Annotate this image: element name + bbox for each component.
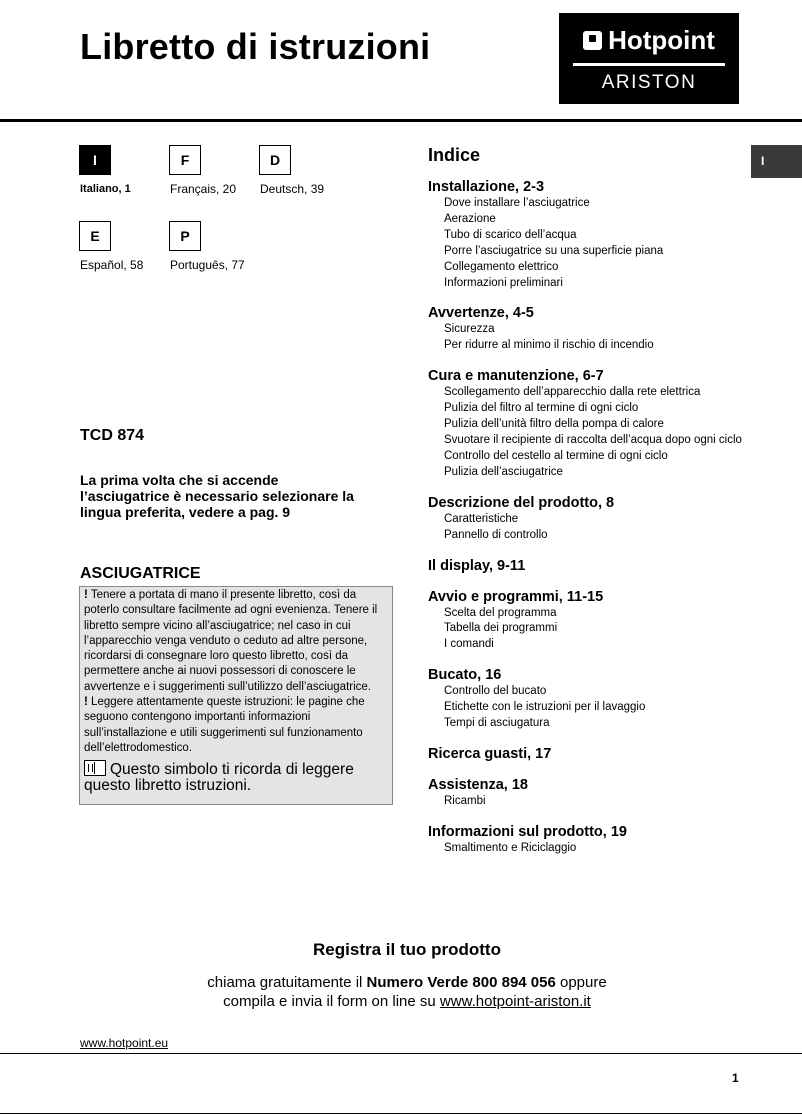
brand-mark-icon (583, 31, 602, 50)
table-of-contents (428, 179, 758, 871)
index-item: Sicurezza (444, 323, 495, 336)
toll-free-number: Numero Verde 800 894 056 (366, 974, 556, 991)
index-item: Svuotare il recipiente di raccolta dell’acqua dopo ogni ciclo (444, 433, 742, 446)
index-section (428, 777, 758, 810)
index-item: Smaltimento e Riciclaggio (444, 841, 577, 854)
index-section-title: Installazione, 2-3 (428, 179, 545, 195)
index-section (428, 667, 758, 732)
index-section-title: Ricerca guasti, 17 (428, 745, 552, 762)
index-title: Indice (428, 145, 481, 165)
index-item: Per ridurre al minimo il rischio di incendio (444, 339, 654, 352)
index-item: Pannello di controllo (444, 528, 548, 541)
lang-box-deutsch[interactable]: D (259, 145, 291, 175)
lang-box-francais[interactable]: F (169, 145, 201, 175)
lang-box-portugues[interactable]: P (169, 221, 201, 251)
index-section (428, 368, 758, 480)
index-section (428, 746, 758, 763)
book-icon (84, 760, 106, 776)
index-item: Collegamento elettrico (444, 260, 559, 273)
product-type: ASCIUGATRICE (80, 565, 201, 582)
logo-brand: Hotpoint (608, 25, 715, 55)
index-item: Scelta del programma (444, 606, 557, 619)
lang-box-italiano[interactable]: I (79, 145, 111, 175)
footer-rule (0, 1053, 802, 1054)
notice-paragraph-3: Leggere attentamente queste istruzioni: le pagine che seguono contengono importanti informazioni sull’installazione e utili suggerimenti sul funzionamento dell’elettrodomestico. (84, 696, 365, 754)
index-item: I comandi (444, 638, 494, 651)
index-item: Porre l’asciugatrice su una superficie piana (444, 244, 664, 257)
exclamation-icon: ! (84, 589, 88, 601)
exclamation-icon: ! (84, 696, 88, 709)
index-item: Pulizia dell’unità filtro della pompa di calore (444, 418, 664, 431)
register-line-1: chiama gratuitamente il Numero Verde 800 894 056 oppure (207, 974, 607, 991)
index-section (428, 495, 758, 544)
register-link[interactable]: www.hotpoint-ariston.it (439, 993, 591, 1010)
hotpoint-ariston-logo (559, 13, 739, 104)
index-item: Caratteristiche (444, 512, 519, 525)
index-section-title: Descrizione del prodotto, 8 (428, 494, 615, 511)
index-section (428, 589, 758, 654)
page-bottom-rule (0, 1113, 802, 1114)
logo-divider (573, 63, 725, 66)
index-item: Dove installare l’asciugatrice (444, 197, 590, 209)
index-item: Tempi di asciugatura (444, 717, 550, 730)
page-number: 1 (732, 1071, 739, 1085)
index-section-title: Cura e manutenzione, 6-7 (428, 368, 604, 385)
lang-box-espanol[interactable]: E (79, 221, 111, 251)
index-section-title: Informazioni sul prodotto, 19 (428, 823, 627, 840)
index-section-title: Assistenza, 18 (428, 776, 528, 793)
lang-label-espanol: Español, 58 (80, 258, 144, 272)
header-rule (0, 119, 802, 122)
lang-label-deutsch: Deutsch, 39 (260, 182, 325, 196)
notice-symbol-text: Questo simbolo ti ricorda di leggere questo libretto istruzioni. (84, 761, 354, 794)
notice-paragraph-2: ricordarsi di consegnare loro questo libretto, così da permettere anche ai nuovi possessori di conoscere le avvertenze e i suggerimenti sull’utilizzo dell’asciugatrice. (84, 650, 371, 693)
index-item: Pulizia del filtro al termine di ogni ciclo (444, 402, 639, 415)
index-section (428, 179, 758, 291)
index-section-title: Avvertenze, 4-5 (428, 305, 534, 322)
index-item: Aerazione (444, 212, 496, 225)
index-section (428, 305, 758, 354)
register-title: Registra il tuo prodotto (313, 940, 501, 959)
language-side-tab: I (751, 145, 802, 178)
footer-site-link[interactable]: www.hotpoint.eu (80, 1036, 169, 1050)
model-number: TCD 874 (80, 427, 145, 444)
lang-label-francais: Français, 20 (170, 182, 237, 196)
document-title: Libretto di istruzioni (80, 26, 431, 67)
index-section-title: Avvio e programmi, 11-15 (428, 588, 604, 605)
index-item: Pulizia dell’asciugatrice (444, 465, 563, 478)
index-item: Etichette con le istruzioni per il lavaggio (444, 701, 646, 714)
index-item: Controllo del cestello al termine di ogni ciclo (444, 449, 668, 462)
index-section-title: Bucato, 16 (428, 667, 502, 684)
index-item: Controllo del bucato (444, 685, 547, 698)
index-item: Ricambi (444, 794, 486, 807)
lang-label-portugues: Português, 77 (170, 258, 245, 272)
notice-paragraph-1: Tenere a portata di mano il presente libretto, così da poterlo consultare facilmente ad ogni evenienza. Tenere il libretto sempre vicino all’asciugatrice; nel caso in cui l’apparecchio venga venduto o ceduto ad altre persone, (84, 589, 378, 647)
register-line-2: compila e invia il form on line su www.hotpoint-ariston.it (223, 993, 591, 1010)
index-item: Informazioni preliminari (444, 276, 563, 289)
index-section (428, 824, 758, 857)
index-item: Tabella dei programmi (444, 622, 558, 635)
lang-label-italiano: Italiano, 1 (80, 183, 131, 195)
logo-sub: ARISTON (601, 72, 697, 93)
first-use-note: La prima volta che si accende l’asciugatrice è necessario selezionare la lingua preferita, vedere a pag. 9 (80, 472, 354, 520)
index-item: Scollegamento dell’apparecchio dalla rete elettrica (444, 386, 701, 399)
index-item: Tubo di scarico dell’acqua (444, 228, 577, 241)
index-section (428, 558, 758, 575)
index-section-title: Il display, 9-11 (428, 557, 526, 574)
notice-box (79, 586, 393, 805)
